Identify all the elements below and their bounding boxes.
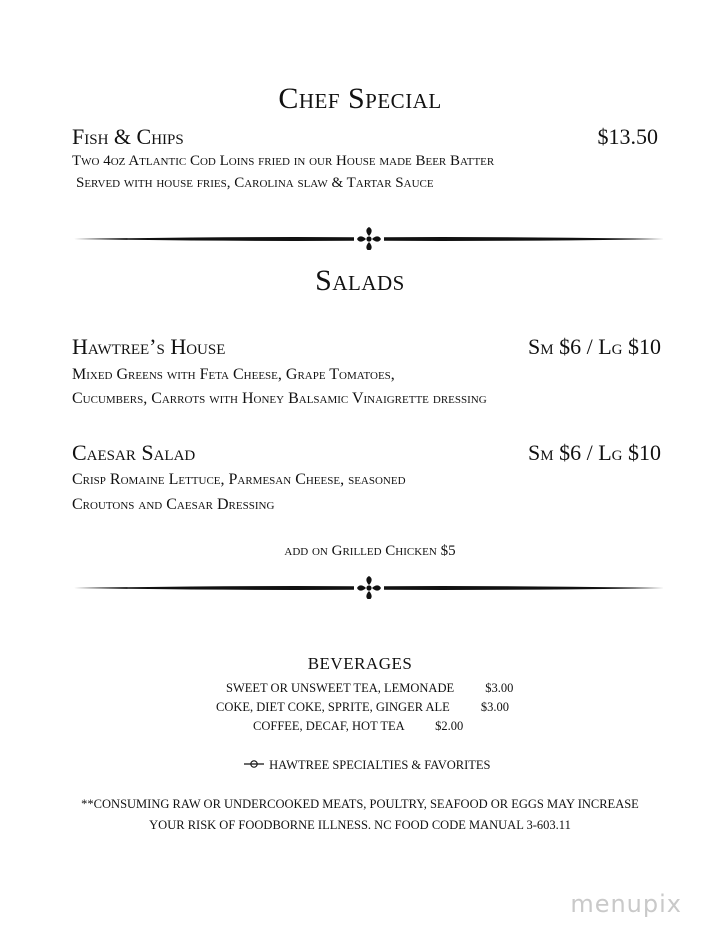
beverages-title: BEVERAGES: [307, 654, 413, 673]
beverage-price: $3.00: [480, 700, 510, 714]
food-safety-disclaimer: [0, 794, 720, 836]
hawtree-house-price: Sm $6 / Lg $10: [528, 334, 661, 359]
fleur-ornament-icon: [357, 227, 381, 250]
caesar-salad-desc-line2: Croutons and Caesar Dressing: [72, 496, 275, 513]
ornamental-divider: [72, 226, 666, 250]
disclaimer-line-2: YOUR RISK OF FOODBORNE ILLNESS. NC FOOD CODE MANUAL 3-603.11: [149, 818, 571, 832]
fish-chips-desc-line2: Served with house fries, Carolina slaw & Tartar Sauce: [76, 175, 434, 191]
menupix-watermark: menupix: [570, 890, 682, 918]
ornamental-divider: [72, 575, 666, 599]
specialties-legend-text: HAWTREE SPECIALTIES & FAVORITES: [269, 758, 491, 772]
caesar-salad-name: Caesar Salad: [72, 440, 196, 465]
hawtree-house-name: Hawtree’s House: [72, 334, 226, 359]
beverage-line-1: [226, 681, 513, 696]
chef-special-title: Chef Special: [278, 82, 442, 115]
beverage-line-2: [216, 700, 509, 715]
disclaimer-line-1: **CONSUMING RAW OR UNDERCOOKED MEATS, POULTRY, SEAFOOD OR EGGS MAY INCREASE: [81, 797, 639, 811]
beverage-line-3: [253, 719, 463, 734]
addon-note: add on Grilled Chicken $5: [284, 543, 456, 559]
hawtree-house-desc-line2: Cucumbers, Carrots with Honey Balsamic Vinaigrette dressing: [72, 390, 487, 407]
fish-chips-price: $13.50: [597, 124, 658, 149]
fleur-ornament-icon: [357, 576, 381, 599]
cross-fleury-icon: [244, 758, 264, 770]
beverage-items: COFFEE, DECAF, HOT TEA: [253, 719, 404, 733]
hawtree-house-desc-line1: Mixed Greens with Feta Cheese, Grape Tomatoes,: [72, 366, 395, 383]
beverage-items: SWEET OR UNSWEET TEA, LEMONADE: [226, 681, 455, 695]
specialties-legend: [244, 758, 490, 773]
caesar-salad-desc-line1: Crisp Romaine Lettuce, Parmesan Cheese, seasoned: [72, 471, 406, 488]
fish-chips-name: Fish & Chips: [72, 124, 184, 149]
salads-title: Salads: [315, 264, 405, 297]
beverage-items: COKE, DIET COKE, SPRITE, GINGER ALE: [216, 700, 450, 714]
fish-chips-desc-line1: Two 4oz Atlantic Cod Loins fried in our House made Beer Batter: [72, 153, 495, 169]
beverage-price: $2.00: [435, 719, 464, 733]
beverage-price: $3.00: [485, 681, 514, 695]
caesar-salad-price: Sm $6 / Lg $10: [528, 440, 661, 465]
